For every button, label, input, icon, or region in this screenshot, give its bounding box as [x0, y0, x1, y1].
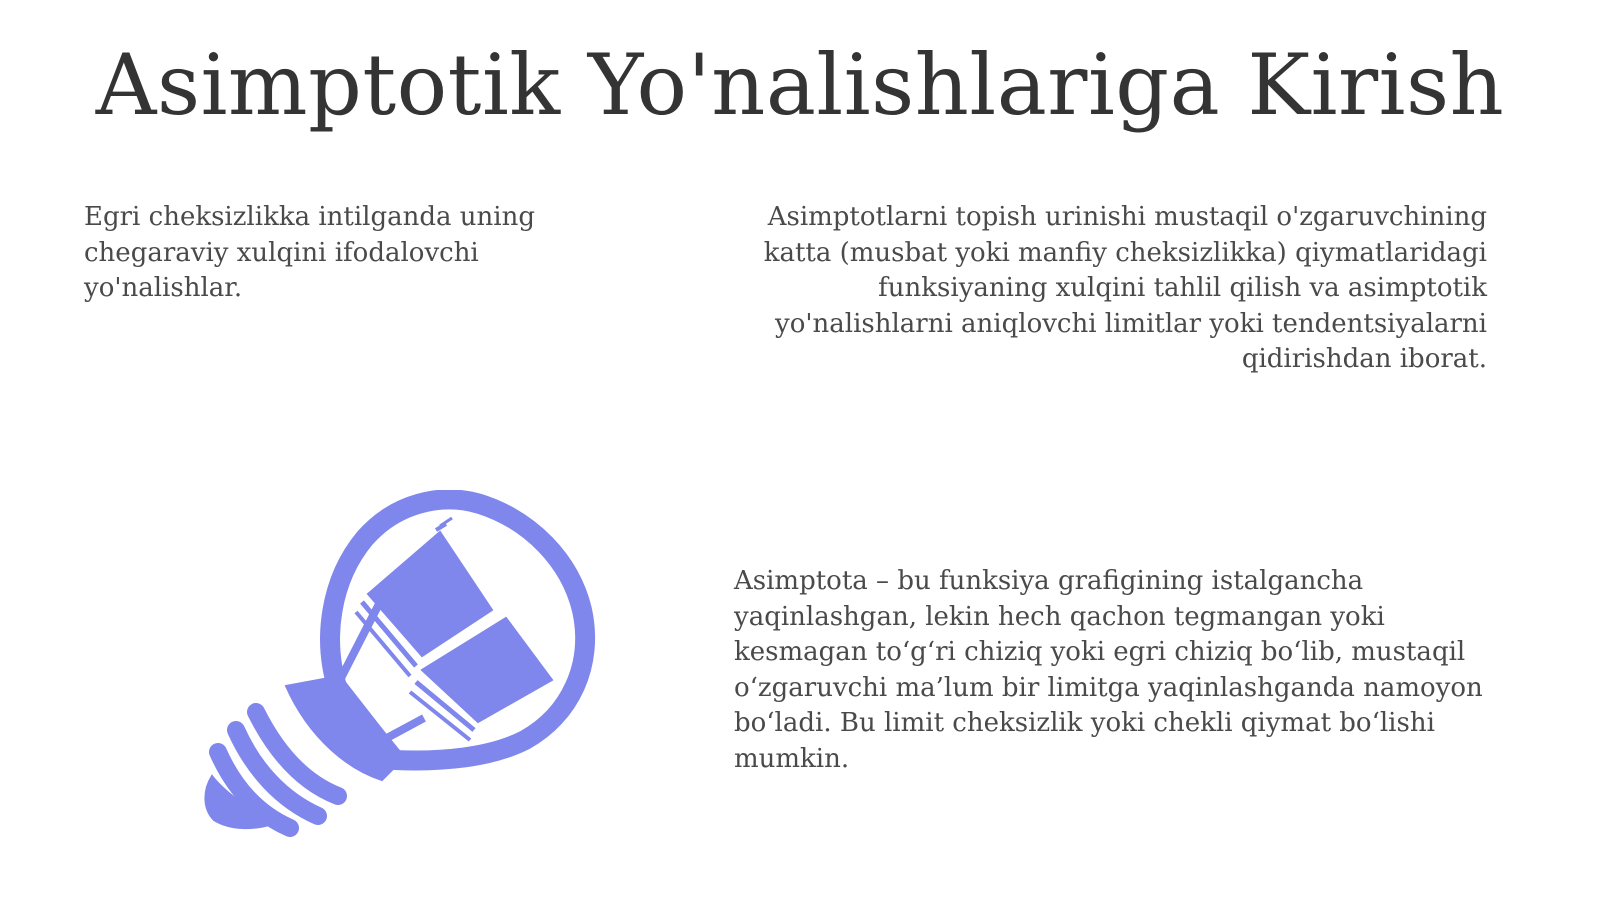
definition-paragraph: Asimptota – bu funksiya grafigining istalgancha yaqinlashgan, lekin hech qachon tegmangan yoki kesmagan to‘g‘ri chiziq yoki egri chiziq bo‘lib, mustaqil o‘zgaruvchi ma’lum bir limitga yaqinlashganda namoyon bo‘ladi. Bu limit cheksizlik yoki chekli qiymat bo‘lishi mumkin.	[734, 566, 1483, 774]
intro-paragraph: Egri cheksizlikka intilganda uning chegaraviy xulqini ifodalovchi yo'nalishlar.	[84, 202, 535, 303]
slide-title: Asimptotik Yo'nalishlariga Kirish	[95, 36, 1505, 134]
lightbulb-with-book-icon	[190, 490, 620, 850]
method-paragraph: Asimptotlarni topish urinishi mustaqil o'zgaruvchining katta (musbat yoki manfiy cheksizlikka) qiymatlaridagi funksiyaning xulqini tahlil qilish va asimptotik yo'nalishlarni aniqlovchi limitlar yoki tendentsiyalarni qidirishdan iborat.	[763, 202, 1487, 374]
